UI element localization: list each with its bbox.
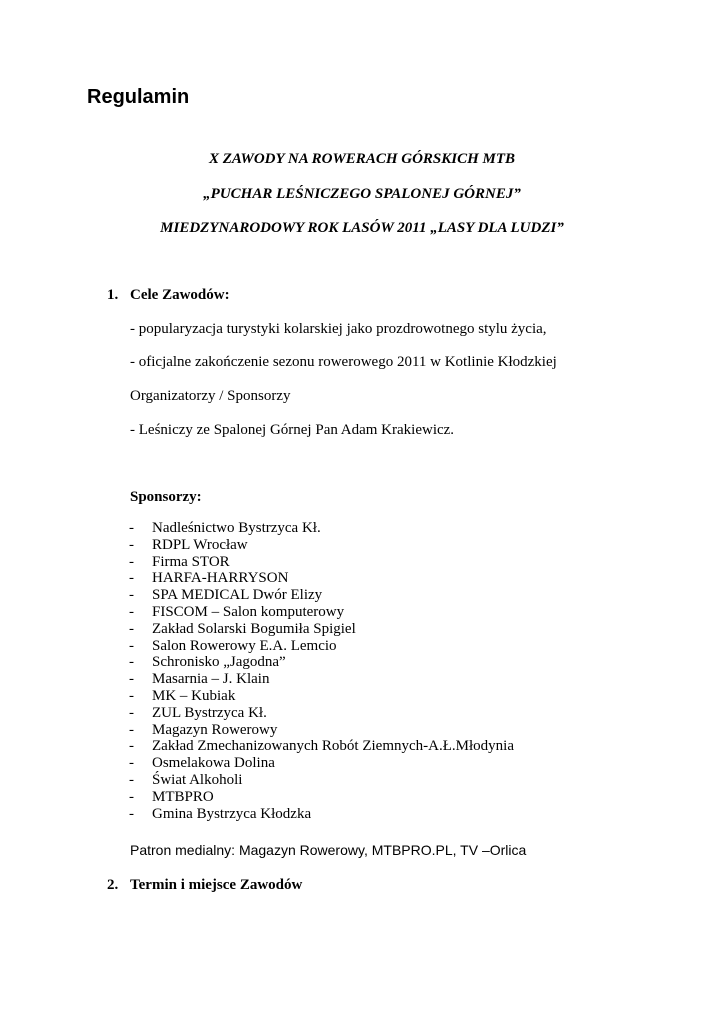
list-item <box>129 671 514 688</box>
list-dash: - <box>129 603 134 620</box>
title-line-3: MIEDZYNARODOWY ROK LASÓW 2011 „LASY DLA LUDZI” <box>160 220 564 236</box>
sponsor-name: RDPL Wrocław <box>152 536 248 553</box>
section-1-paragraph: - oficjalne zakończenie sezonu rowerowego 2011 w Kotlinie Kłodzkiej <box>130 354 557 370</box>
list-dash: - <box>129 620 134 637</box>
list-item <box>129 772 514 789</box>
list-dash: - <box>129 536 134 553</box>
list-item <box>129 537 514 554</box>
list-item <box>129 755 514 772</box>
sponsors-list <box>129 520 514 822</box>
section-1-paragraph: - Leśniczy ze Spalonej Górnej Pan Adam Krakiewicz. <box>130 422 455 438</box>
list-item <box>129 806 514 823</box>
list-item <box>129 654 514 671</box>
list-dash: - <box>129 687 134 704</box>
list-dash: - <box>129 721 134 738</box>
title-line-2: „PUCHAR LEŚNICZEGO SPALONEJ GÓRNEJ” <box>203 186 521 202</box>
sponsor-name: Masarnia – J. Klain <box>152 671 270 688</box>
list-dash: - <box>129 570 134 587</box>
list-dash: - <box>129 755 134 772</box>
list-dash: - <box>129 587 134 604</box>
sponsor-name: ZUL Bystrzyca Kł. <box>152 704 267 721</box>
sponsor-name: SPA MEDICAL Dwór Elizy <box>152 587 323 604</box>
list-item <box>129 604 514 621</box>
sponsor-name: Magazyn Rowerowy <box>152 721 278 738</box>
list-item <box>129 738 514 755</box>
section-1-number: 1. <box>107 287 119 303</box>
list-dash: - <box>129 704 134 721</box>
sponsor-name: Firma STOR <box>152 553 230 570</box>
sponsor-name: Salon Rowerowy E.A. Lemcio <box>152 637 337 654</box>
list-dash: - <box>129 805 134 822</box>
list-dash: - <box>129 671 134 688</box>
sponsor-name: Osmelakowa Dolina <box>152 755 275 772</box>
list-dash: - <box>129 553 134 570</box>
list-dash: - <box>129 654 134 671</box>
section-2-number: 2. <box>107 877 119 893</box>
sponsor-name: Zakład Zmechanizowanych Robót Ziemnych-A.Ł.Młodynia <box>152 738 514 755</box>
title-line-1: X ZAWODY NA ROWERACH GÓRSKICH MTB <box>208 151 516 167</box>
media-patron-line: Patron medialny: Magazyn Rowerowy, MTBPRO.PL, TV –Orlica <box>130 842 527 858</box>
sponsors-title: Sponsorzy: <box>130 489 202 505</box>
sponsor-name: Zakład Solarski Bogumiła Spigiel <box>152 620 356 637</box>
sponsor-name: HARFA-HARRYSON <box>152 570 289 587</box>
sponsor-name: FISCOM – Salon komputerowy <box>152 603 345 620</box>
list-item <box>129 789 514 806</box>
list-dash: - <box>129 637 134 654</box>
sponsor-name: Schronisko „Jagodna” <box>152 654 286 671</box>
list-dash: - <box>129 788 134 805</box>
section-2-title: Termin i miejsce Zawodów <box>130 877 303 893</box>
list-item <box>129 554 514 571</box>
section-1-title: Cele Zawodów: <box>130 287 230 303</box>
section-1-paragraph: Organizatorzy / Sponsorzy <box>130 388 291 404</box>
list-item <box>129 688 514 705</box>
sponsor-name: Gmina Bystrzyca Kłodzka <box>152 805 312 822</box>
list-item <box>129 570 514 587</box>
list-item <box>129 621 514 638</box>
sponsor-name: MK – Kubiak <box>152 687 236 704</box>
section-1-paragraph: - popularyzacja turystyki kolarskiej jako prozdrowotnego stylu życia, <box>130 321 547 337</box>
sponsor-name: Świat Alkoholi <box>152 771 243 788</box>
sponsor-name: Nadleśnictwo Bystrzyca Kł. <box>152 520 321 536</box>
list-item <box>129 587 514 604</box>
document-heading: Regulamin <box>87 86 190 108</box>
list-item <box>129 520 514 537</box>
list-item <box>129 705 514 722</box>
list-dash: - <box>129 520 134 536</box>
list-item <box>129 638 514 655</box>
list-item <box>129 722 514 739</box>
list-dash: - <box>129 771 134 788</box>
sponsor-name: MTBPRO <box>152 788 214 805</box>
list-dash: - <box>129 738 134 755</box>
